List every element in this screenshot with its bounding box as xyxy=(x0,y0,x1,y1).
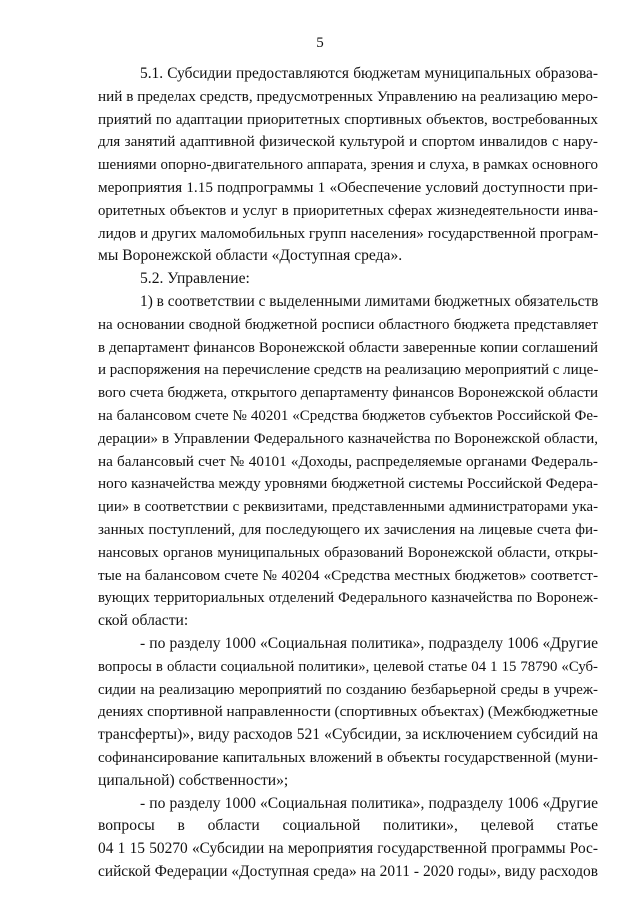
text-line: на балансовом счете № 40201 «Средства бюджетов субъектов Российской Фе- xyxy=(98,407,598,424)
text-line: ции» в соответствии с реквизитами, представленными администраторами ука- xyxy=(98,499,598,516)
text-line: сидии на реализацию мероприятий по созданию безбарьерной среды в учреж- xyxy=(98,681,598,698)
text-line: занных поступлений, для последующего их зачисления на лицевые счета фи- xyxy=(98,521,598,538)
text-line: на основании сводной бюджетной росписи областного бюджета представляет xyxy=(98,316,598,333)
text-line: нансовых органов муниципальных образований Воронежской области, откры- xyxy=(98,544,598,561)
text-line: трансферты)», виду расходов 521 «Субсидии, за исключением субсидий на xyxy=(98,726,598,744)
text-line: дерации» в Управлении Федерального казначейства по Воронежской области, xyxy=(98,430,598,447)
text-line: в департамент финансов Воронежской области заверенные копии соглашений xyxy=(98,339,598,356)
text-line: 04 1 15 50270 «Субсидии на мероприятия государственной программы Рос- xyxy=(98,840,598,858)
text-line: вопросы в области социальной политики», целевой статье 04 1 15 78790 «Суб- xyxy=(98,658,598,675)
text-line: сийской Федерации «Доступная среда» на 2011 - 2020 годы», виду расходов xyxy=(98,862,598,880)
text-line: и распоряжения на перечисление средств на реализацию мероприятий с лице- xyxy=(98,362,599,379)
text-line: 5.1. Субсидии предоставляются бюджетам муниципальных образова- xyxy=(140,65,598,82)
text-line: 1) в соответствии с выделенными лимитами бюджетных обязательств xyxy=(140,292,599,310)
page-number: 5 xyxy=(316,35,324,51)
text-line: приятий по адаптации приоритетных спортивных объектов, востребованных xyxy=(98,110,598,128)
text-line: на балансовый счет № 40101 «Доходы, распределяемые органами Федераль- xyxy=(98,452,598,470)
text-line: ской области: xyxy=(98,612,189,630)
text-line: тые на балансовом счете № 40204 «Средства местных бюджетов» соответст- xyxy=(98,566,598,584)
text-line: софинансирование капитальных вложений в объекты государственной (муни- xyxy=(98,749,598,766)
text-line: вопросы в области социальной политики», целевой статье xyxy=(98,817,598,835)
text-line: вого счета бюджета, открытого департаменту финансов Воронежской области xyxy=(98,385,598,402)
text-line: мы Воронежской области «Доступная среда». xyxy=(98,247,403,265)
text-line: оритетных объектов и услуг в приоритетных сферах жизнедеятельности инва- xyxy=(98,202,598,219)
text-line: мероприятия 1.15 подпрограммы 1 «Обеспечение условий доступности при- xyxy=(98,178,598,196)
text-line: ципальной) собственности»; xyxy=(98,771,289,789)
text-line: ного казначейства между уровнями бюджетной системы Российской Федера- xyxy=(98,475,599,493)
text-line: лидов и других маломобильных групп населения» государственной програм- xyxy=(98,224,599,242)
document-body xyxy=(98,63,598,884)
text-line: ний в пределах средств, предусмотренных Управлению на реализацию меро- xyxy=(98,87,598,105)
text-line: - по разделу 1000 «Социальная политика», подразделу 1006 «Другие xyxy=(140,794,598,812)
text-line: вующих территориальных отделений Федерального казначейства по Воронеж- xyxy=(98,590,598,607)
text-line: шениями опорно-двигательного аппарата, зрения и слуха, в рамках основного xyxy=(98,157,598,174)
text-line: для занятий адаптивной физической культурой и спортом инвалидов с нару- xyxy=(98,133,598,151)
text-line: дениях спортивной направленности (спортивных объектах) (Межбюджетные xyxy=(98,703,598,721)
text-line: 5.2. Управление: xyxy=(140,270,250,288)
text-line: - по разделу 1000 «Социальная политика», подразделу 1006 «Другие xyxy=(140,634,598,652)
